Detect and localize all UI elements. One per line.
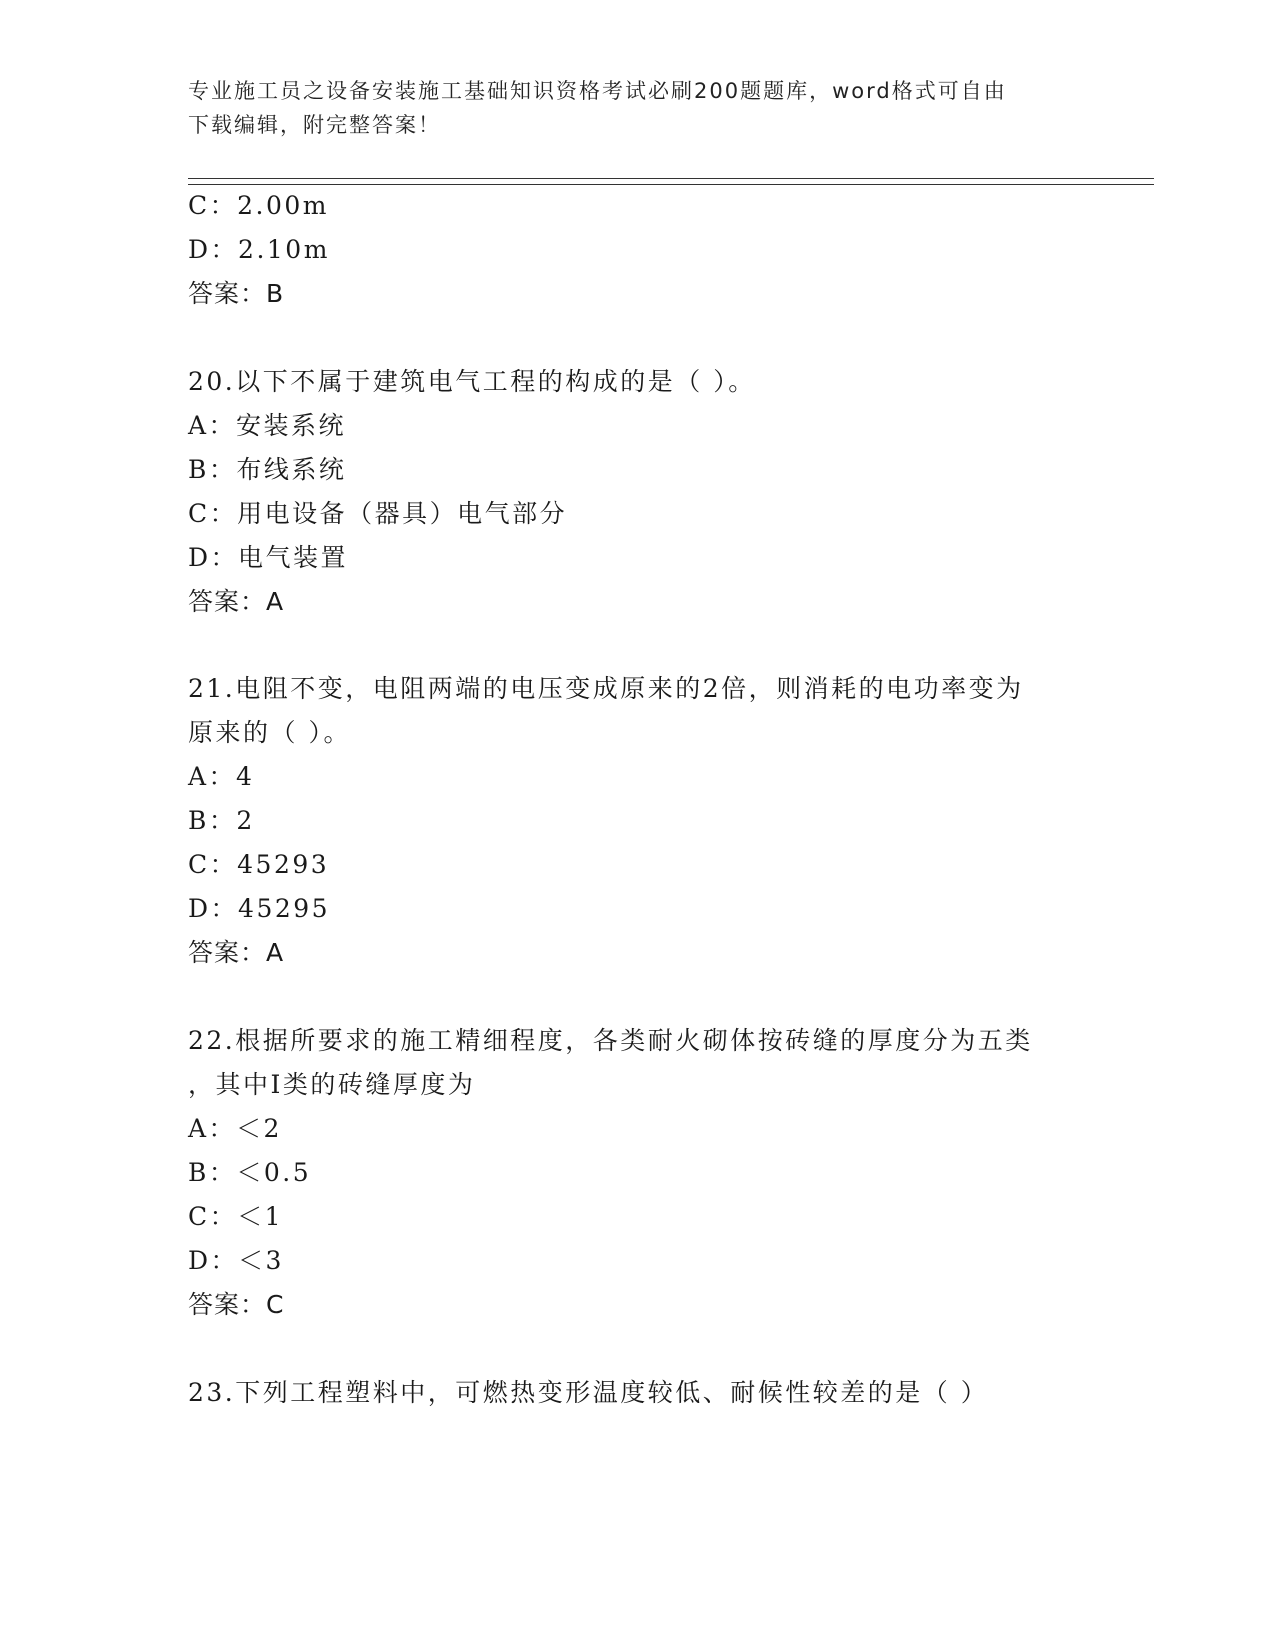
question-stem: 23.下列工程塑料中，可燃热变形温度较低、耐候性较差的是（ ） — [188, 1378, 989, 1407]
answer-line: 答案：C — [188, 1290, 285, 1319]
option-c: C：＜1 — [188, 1202, 284, 1231]
document-header — [188, 74, 1068, 142]
header-line-1: 专业施工员之设备安装施工基础知识资格考试必刷200题题库，word格式可自由 — [188, 79, 1007, 103]
answer-line: 答案：A — [188, 587, 285, 616]
option-d: D：45295 — [188, 894, 331, 923]
option-c: C：2.00m — [188, 191, 329, 220]
header-divider-bottom — [188, 184, 1154, 185]
question-stem: 21.电阻不变，电阻两端的电压变成原来的2倍，则消耗的电功率变为 — [188, 674, 1024, 703]
answer-line: 答案：A — [188, 938, 285, 967]
option-a: A：＜2 — [188, 1114, 282, 1143]
option-d: D：＜3 — [188, 1246, 284, 1275]
question-stem: 20.以下不属于建筑电气工程的构成的是（ ）。 — [188, 367, 756, 396]
option-a: A：4 — [188, 762, 255, 791]
option-b: B：2 — [188, 806, 255, 835]
option-d: D：2.10m — [188, 235, 330, 264]
option-a: A：安装系统 — [188, 411, 347, 440]
question-stem-cont: ，其中Ⅰ类的砖缝厚度为 — [188, 1070, 476, 1099]
question-stem-cont: 原来的（ ）。 — [188, 718, 351, 747]
answer-line: 答案：B — [188, 279, 285, 308]
option-b: B：＜0.5 — [188, 1158, 312, 1187]
option-b: B：布线系统 — [188, 455, 347, 484]
option-c: C：用电设备（器具）电气部分 — [188, 499, 568, 528]
option-c: C：45293 — [188, 850, 330, 879]
option-d: D：电气装置 — [188, 543, 349, 572]
question-stem: 22.根据所要求的施工精细程度，各类耐火砌体按砖缝的厚度分为五类 — [188, 1026, 1033, 1055]
header-line-2: 下载编辑，附完整答案！ — [188, 113, 441, 137]
header-divider-top — [188, 178, 1154, 179]
